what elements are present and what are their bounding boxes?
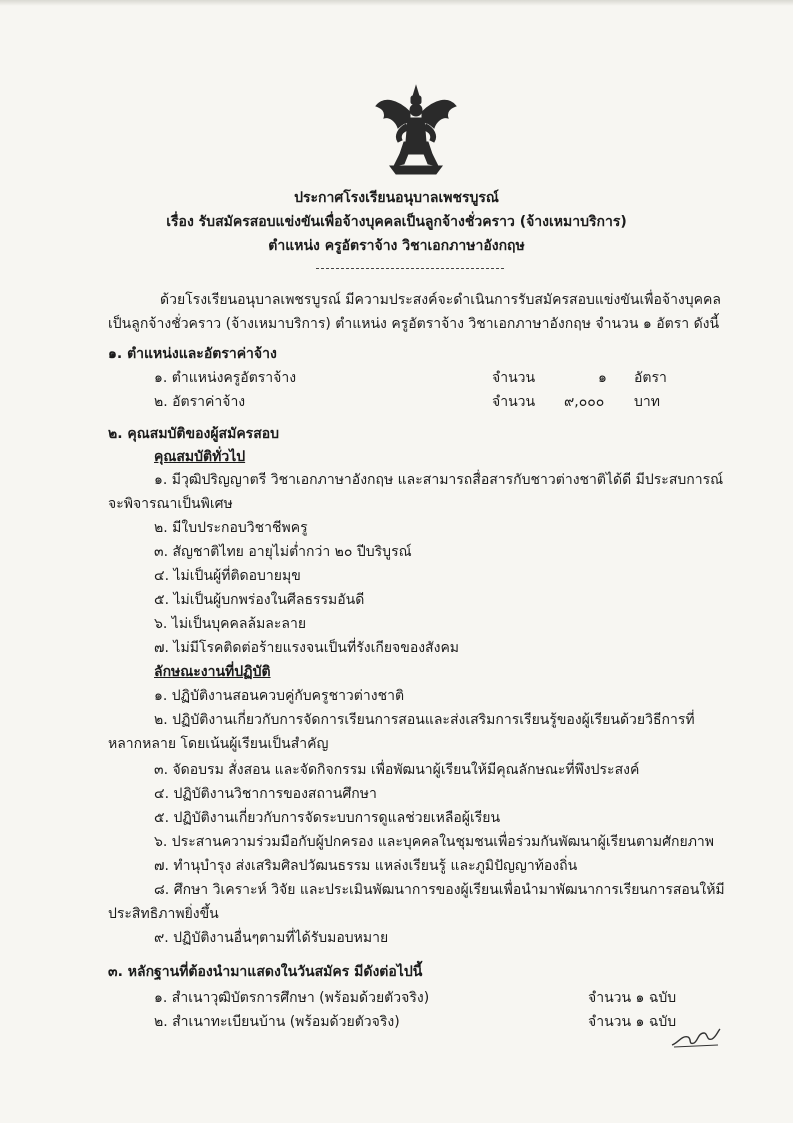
duties-heading: ลักษณะงานที่ปฏิบัติ — [154, 664, 271, 680]
evidence-item-qty: จำนวน ๑ ฉบับ — [588, 1014, 677, 1030]
section1-row-qty: ๙,๐๐๐ — [564, 394, 605, 410]
garuda-emblem-icon — [370, 82, 462, 178]
announcement-position: ตำแหน่ง ครูอัตราจ้าง วิชาเอกภาษาอังกฤษ — [268, 238, 525, 254]
general-qualifications-heading: คุณสมบัติทั่วไป — [154, 449, 246, 465]
duty-item: ๑. ปฏิบัติงานสอนควบคู่กับครูชาวต่างชาติ — [154, 688, 405, 704]
intro-line-1: ด้วยโรงเรียนอนุบาลเพชรบูรณ์ มีความประสงค์จะดำเนินการรับสมัครสอบแข่งขันเพื่อจ้างบุคคล — [160, 292, 721, 308]
section1-row-label: ๒. อัตราค่าจ้าง — [154, 394, 246, 410]
duty-item: ๕. ปฏิบัติงานเกี่ยวกับการจัดระบบการดูแลช่วยเหลือผู้เรียน — [154, 810, 501, 826]
duty-item: ๘. ศึกษา วิเคราะห์ วิจัย และประเมินพัฒนาการของผู้เรียนเพื่อนำมาพัฒนาการเรียนการสอนให้มี — [154, 882, 725, 898]
qualification-item: ๓. สัญชาติไทย อายุไม่ต่ำกว่า ๒๐ ปีบริบูรณ์ — [154, 544, 412, 560]
qualification-item: ๒. มีใบประกอบวิชาชีพครู — [154, 520, 308, 536]
duty-item-cont: ประสิทธิภาพยิ่งขึ้น — [108, 906, 219, 922]
section1-heading: ๑. ตำแหน่งและอัตราค่าจ้าง — [108, 346, 277, 362]
duty-item: ๗. ทำนุบำรุง ส่งเสริมศิลปวัฒนธรรม แหล่งเรียนรู้ และภูมิปัญญาท้องถิ่น — [154, 858, 578, 874]
duty-item: ๖. ประสานความร่วมมือกับผู้ปกครอง และบุคคลในชุมชนเพื่อร่วมกันพัฒนาผู้เรียนตามศักยภาพ — [154, 834, 715, 850]
section1-row-label: ๑. ตำแหน่งครูอัตราจ้าง — [154, 370, 297, 386]
evidence-item-label: ๒. สำเนาทะเบียนบ้าน (พร้อมด้วยตัวจริง) — [154, 1014, 400, 1030]
evidence-item-qty: จำนวน ๑ ฉบับ — [588, 990, 677, 1006]
section1-row-unit: บาท — [634, 394, 660, 410]
section1-row-unit: อัตรา — [634, 370, 667, 386]
announcement-subject: เรื่อง รับสมัครสอบแข่งขันเพื่อจ้างบุคคลเป็นลูกจ้างชั่วคราว (จ้างเหมาบริการ) — [166, 214, 627, 230]
section1-row-qty-label: จำนวน — [492, 370, 536, 386]
qualification-item: ๑. มีวุฒิปริญญาตรี วิชาเอกภาษาอังกฤษ และสามารถสื่อสารกับชาวต่างชาติได้ดี มีประสบการณ์ — [154, 472, 724, 488]
scan-edge — [0, 0, 793, 6]
handwritten-signature — [668, 1025, 724, 1051]
qualification-item: ๔. ไม่เป็นผู้ที่ติดอบายมุข — [154, 568, 301, 584]
header-divider — [316, 268, 504, 269]
qualification-item-cont: จะพิจารณาเป็นพิเศษ — [108, 496, 233, 512]
qualification-item: ๕. ไม่เป็นผู้บกพร่องในศีลธรรมอันดี — [154, 592, 365, 608]
duty-item: ๙. ปฏิบัติงานอื่นๆตามที่ได้รับมอบหมาย — [154, 930, 389, 946]
duty-item-cont: หลากหลาย โดยเน้นผู้เรียนเป็นสำคัญ — [108, 736, 329, 752]
section3-heading: ๓. หลักฐานที่ต้องนำมาแสดงในวันสมัคร มีดังต่อไปนี้ — [108, 964, 423, 980]
section1-row-qty-label: จำนวน — [492, 394, 536, 410]
section1-row-qty: ๑ — [598, 370, 607, 386]
evidence-item-label: ๑. สำเนาวุฒิบัตรการศึกษา (พร้อมด้วยตัวจริง) — [154, 990, 430, 1006]
qualification-item: ๗. ไม่มีโรคติดต่อร้ายแรงจนเป็นที่รังเกียจของสังคม — [154, 640, 460, 656]
duty-item: ๒. ปฏิบัติงานเกี่ยวกับการจัดการเรียนการสอนและส่งเสริมการเรียนรู้ของผู้เรียนด้วยวิธีการที่ — [154, 712, 695, 728]
duty-item: ๔. ปฏิบัติงานวิชาการของสถานศึกษา — [154, 786, 377, 802]
duty-item: ๓. จัดอบรม สั่งสอน และจัดกิจกรรม เพื่อพัฒนาผู้เรียนให้มีคุณลักษณะที่พึงประสงค์ — [154, 762, 640, 778]
qualification-item: ๖. ไม่เป็นบุคคลล้มละลาย — [154, 616, 307, 632]
announcement-title: ประกาศโรงเรียนอนุบาลเพชรบูรณ์ — [294, 190, 499, 206]
section2-heading: ๒. คุณสมบัติของผู้สมัครสอบ — [108, 426, 280, 442]
intro-line-2: เป็นลูกจ้างชั่วคราว (จ้างเหมาบริการ) ตำแหน่ง ครูอัตราจ้าง วิชาเอกภาษาอังกฤษ จำนวน ๑ อัตรา ดังนี้ — [108, 316, 720, 332]
